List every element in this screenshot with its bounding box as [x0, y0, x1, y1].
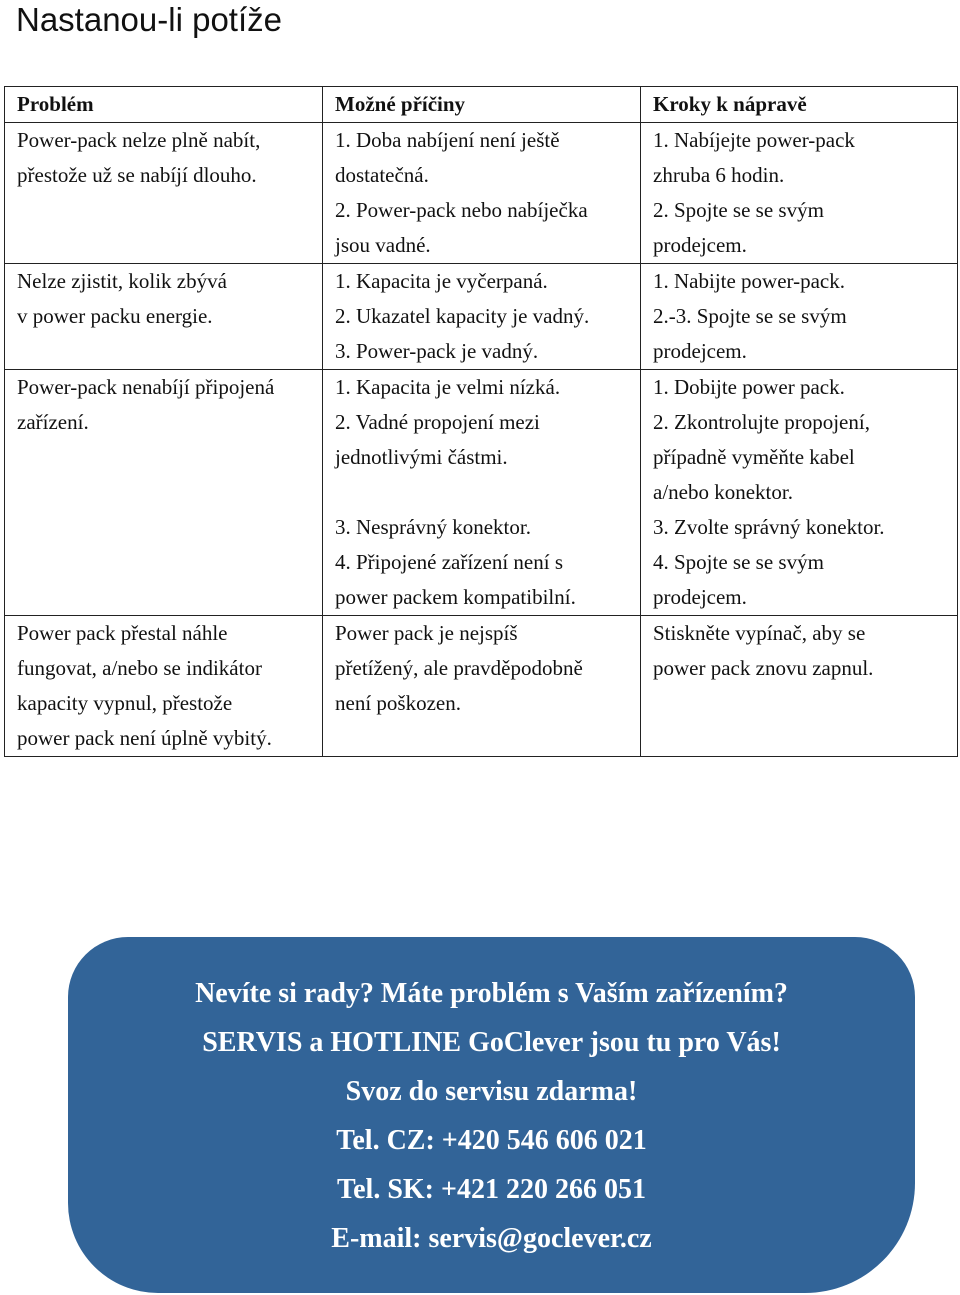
cell-line: 3. Nesprávný konektor.	[335, 515, 531, 539]
table-header-row	[5, 87, 958, 123]
table-row	[5, 264, 958, 370]
cell-line: 4. Připojené zařízení není s	[335, 550, 564, 574]
service-phone-sk: Tel. SK: +421 220 266 051	[337, 1174, 646, 1205]
cell-line: prodejcem.	[653, 339, 747, 363]
cell-line: power packem kompatibilní.	[335, 585, 576, 609]
cell-line: 2.-3. Spojte se se svým	[653, 304, 847, 328]
cell-line: prodejcem.	[653, 585, 747, 609]
causes-cell	[323, 123, 641, 264]
problem-cell	[5, 123, 323, 264]
service-email: E-mail: servis@goclever.cz	[331, 1223, 652, 1254]
cell-line: 2. Vadné propojení mezi	[335, 410, 540, 434]
cell-line: Power-pack nelze plně nabít,	[17, 128, 261, 152]
cell-line-spacer	[335, 475, 630, 510]
cell-line: 1. Nabijte power-pack.	[653, 269, 846, 293]
causes-cell	[323, 370, 641, 616]
cell-line: v power packu energie.	[17, 304, 213, 328]
table-row	[5, 616, 958, 757]
cell-line: 4. Spojte se se svým	[653, 550, 824, 574]
cell-line: Power pack přestal náhle	[17, 621, 228, 645]
cell-line: Stiskněte vypínač, aby se	[653, 621, 866, 645]
cell-line: 3. Power-pack je vadný.	[335, 339, 539, 363]
header-problem: Problém	[5, 87, 323, 123]
cell-line: power pack znovu zapnul.	[653, 656, 874, 680]
cell-line: 2. Zkontrolujte propojení,	[653, 410, 870, 434]
cell-line: 1. Kapacita je vyčerpaná.	[335, 269, 548, 293]
page-title: Nastanou-li potíže	[16, 1, 282, 38]
cell-line: kapacity vypnul, přestože	[17, 691, 233, 715]
remedies-cell	[641, 616, 958, 757]
cell-line: jednotlivými částmi.	[335, 445, 508, 469]
header-remedies: Kroky k nápravě	[641, 87, 958, 123]
header-causes: Možné příčiny	[323, 87, 641, 123]
cell-line: 2. Power-pack nebo nabíječka	[335, 198, 588, 222]
cell-line: zhruba 6 hodin.	[653, 163, 785, 187]
table-row	[5, 370, 958, 616]
cell-line: 1. Kapacita je velmi nízká.	[335, 375, 561, 399]
cell-line: 2. Spojte se se svým	[653, 198, 824, 222]
cell-line: případně vyměňte kabel	[653, 445, 855, 469]
service-line: SERVIS a HOTLINE GoClever jsou tu pro Vás!	[202, 1027, 781, 1058]
cell-line: 2. Ukazatel kapacity je vadný.	[335, 304, 590, 328]
cell-line: Nelze zjistit, kolik zbývá	[17, 269, 227, 293]
causes-cell	[323, 616, 641, 757]
table-row	[5, 123, 958, 264]
cell-line: prodejcem.	[653, 233, 747, 257]
cell-line: Power pack je nejspíš	[335, 621, 518, 645]
service-line: Svoz do servisu zdarma!	[345, 1076, 638, 1107]
cell-line: zařízení.	[17, 410, 89, 434]
cell-line: fungovat, a/nebo se indikátor	[17, 656, 262, 680]
cell-line: jsou vadné.	[335, 233, 431, 257]
cell-line: 1. Doba nabíjení není ještě	[335, 128, 560, 152]
cell-line: Power-pack nenabíjí připojená	[17, 375, 275, 399]
cell-line: 1. Nabíjejte power-pack	[653, 128, 855, 152]
cell-line: a/nebo konektor.	[653, 480, 793, 504]
service-line: Nevíte si rady? Máte problém s Vaším zařízením?	[195, 978, 788, 1009]
problem-cell	[5, 370, 323, 616]
cell-line: přestože už se nabíjí dlouho.	[17, 163, 257, 187]
problem-cell	[5, 616, 323, 757]
remedies-cell	[641, 264, 958, 370]
service-hotline-box	[68, 937, 915, 1293]
troubleshooting-table	[4, 86, 958, 757]
remedies-cell	[641, 370, 958, 616]
cell-line: přetížený, ale pravděpodobně	[335, 656, 583, 680]
cell-line: není poškozen.	[335, 691, 461, 715]
cell-line: power pack není úplně vybitý.	[17, 726, 272, 750]
causes-cell	[323, 264, 641, 370]
cell-line: 1. Dobijte power pack.	[653, 375, 845, 399]
remedies-cell	[641, 123, 958, 264]
service-phone-cz: Tel. CZ: +420 546 606 021	[336, 1125, 647, 1156]
cell-line: 3. Zvolte správný konektor.	[653, 515, 885, 539]
cell-line: dostatečná.	[335, 163, 429, 187]
problem-cell	[5, 264, 323, 370]
